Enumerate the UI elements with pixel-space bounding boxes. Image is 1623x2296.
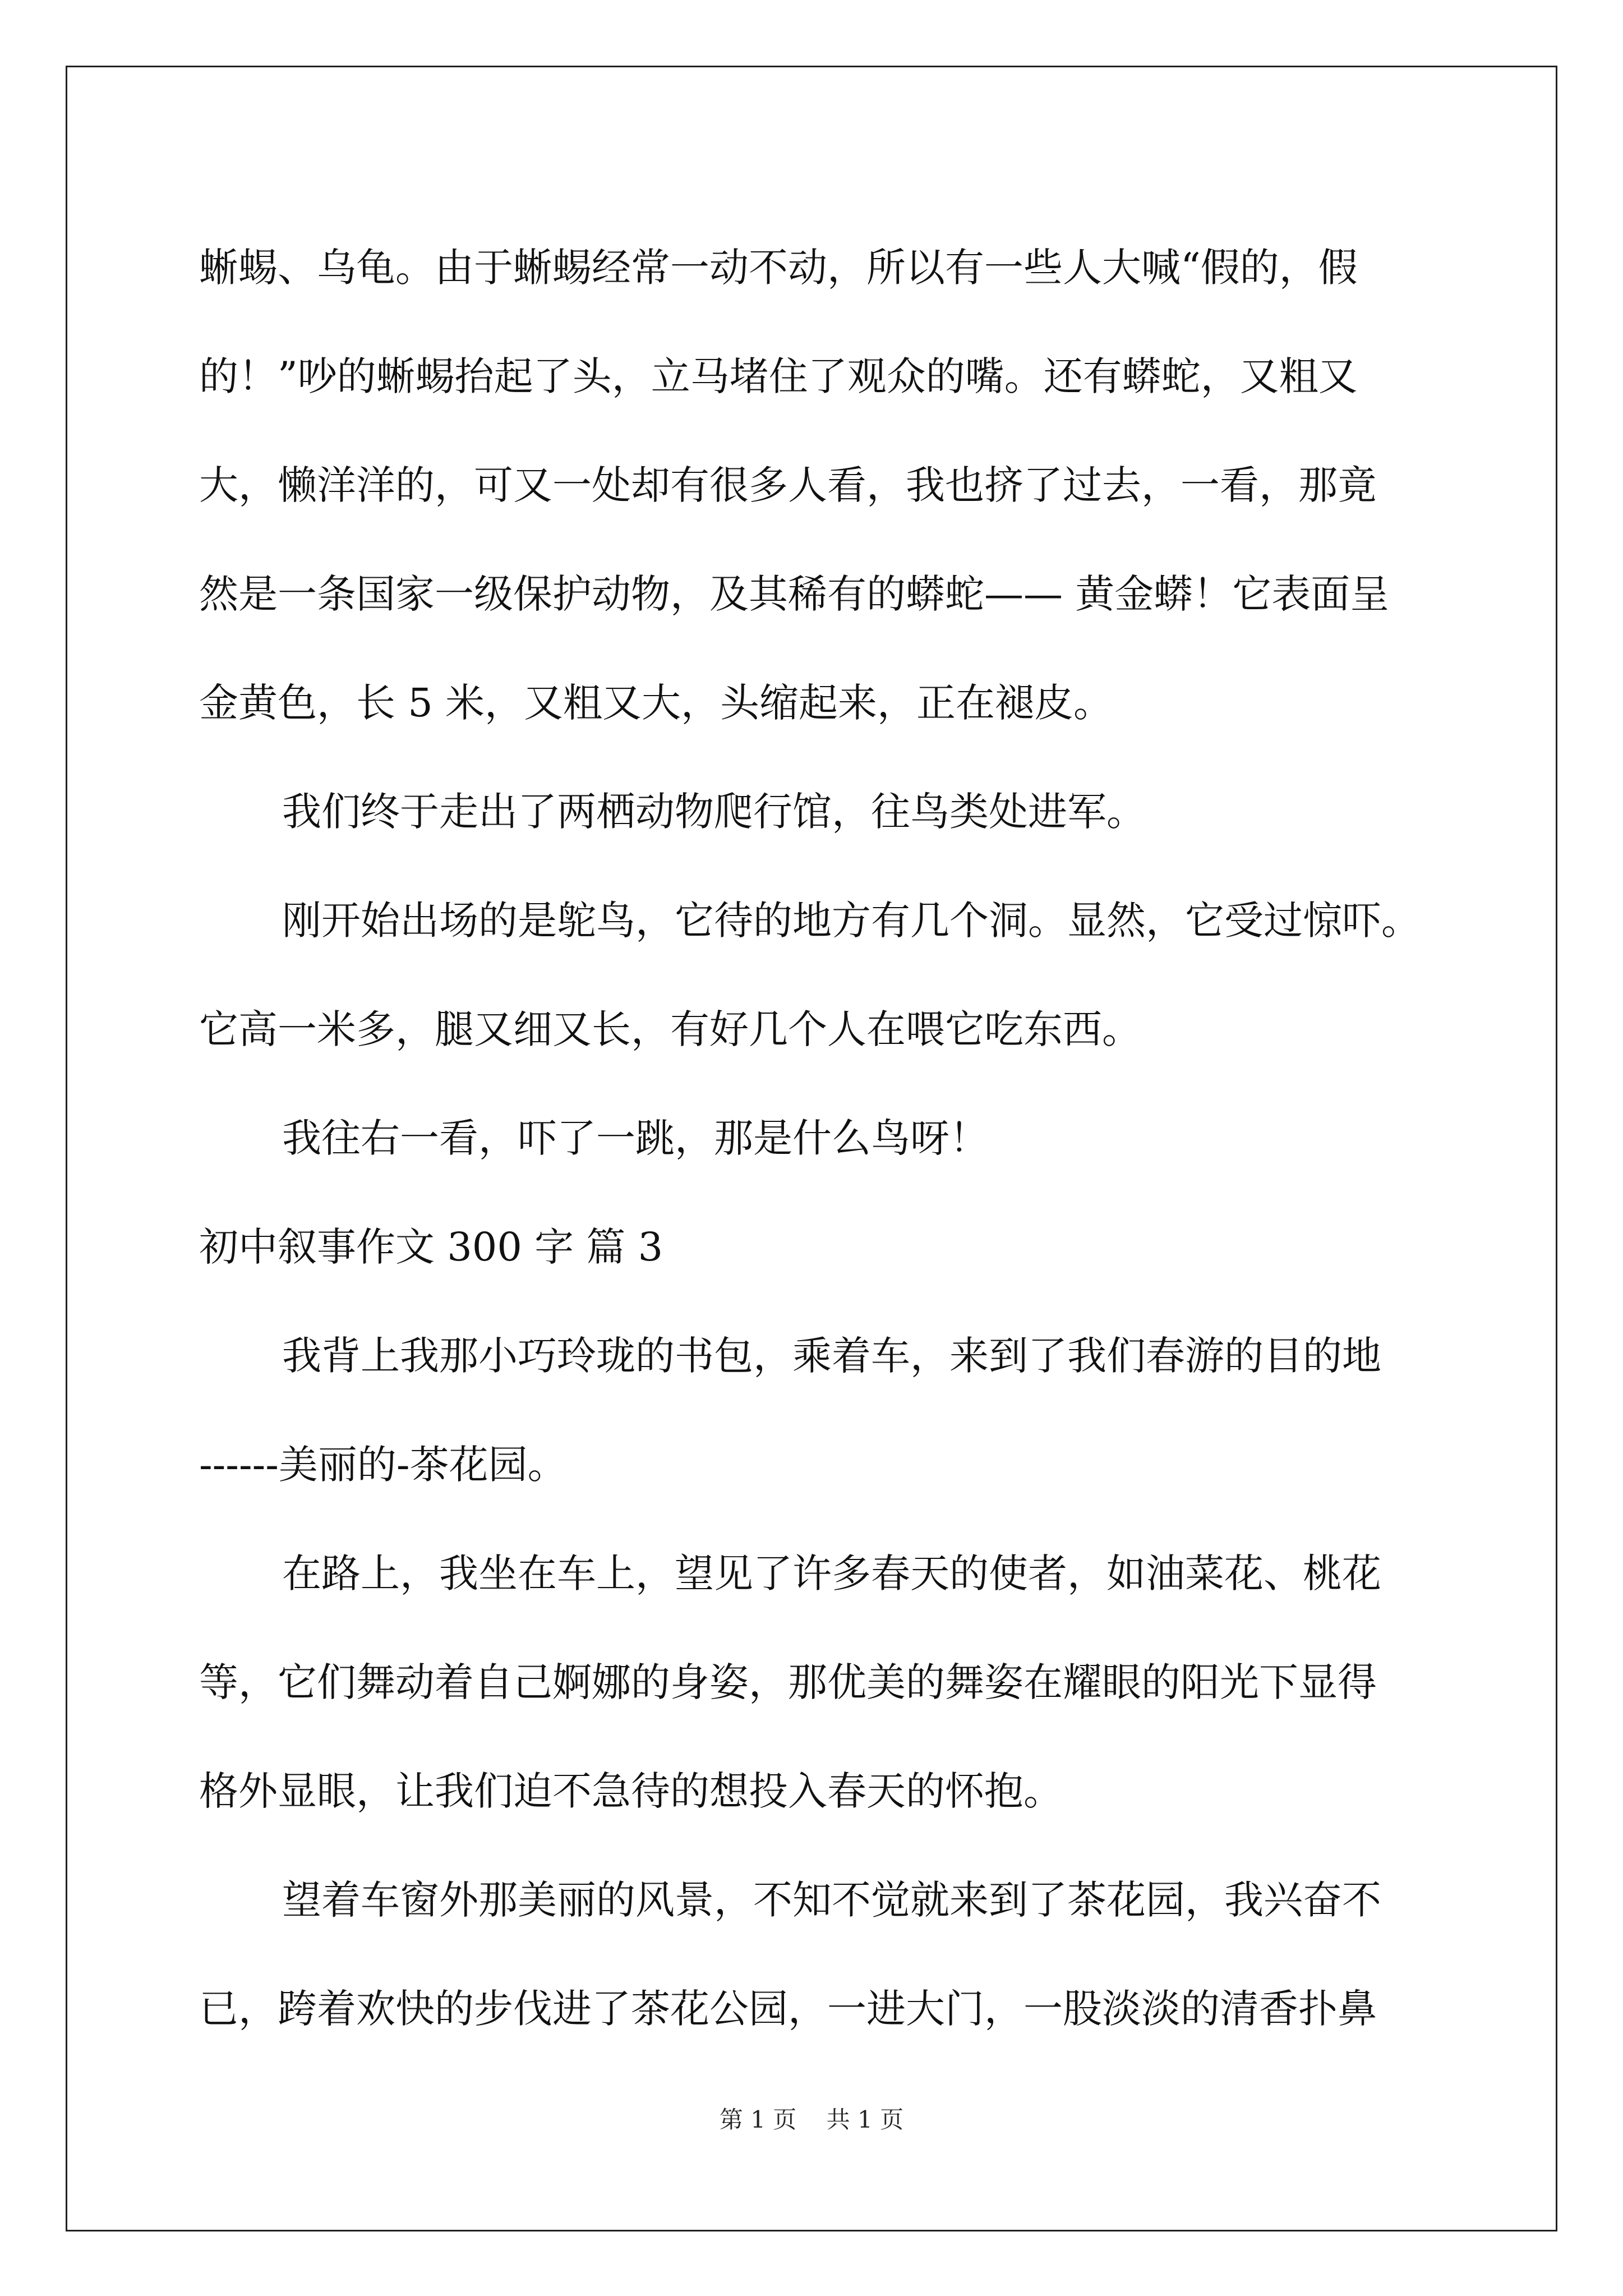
text-line: 格外显眼，让我们迫不急待的想投入春天的怀抱。 — [199, 1768, 1063, 1814]
paragraph-start: 我背上我那小巧玲珑的书包，乘着车，来到了我们春游的目的地 — [282, 1333, 1381, 1379]
paragraph-start: 我们终于走出了两栖动物爬行馆，往鸟类处进军。 — [282, 789, 1146, 835]
paragraph-start: 在路上，我坐在车上，望见了许多春天的使者，如油菜花、桃花 — [282, 1550, 1381, 1596]
page-number: 第 1 页 共 1 页 — [719, 2106, 904, 2133]
text-line: 的！”吵的蜥蜴抬起了头，立马堵住了观众的嘴。还有蟒蛇，又粗又 — [199, 353, 1358, 399]
page-footer — [0, 2101, 1623, 2135]
section-heading: 初中叙事作文 300 字 篇 3 — [199, 1224, 663, 1270]
text-line: 它高一米多，腿又细又长，有好几个人在喂它吃东西。 — [199, 1006, 1141, 1052]
text-line: 大，懒洋洋的，可又一处却有很多人看，我也挤了过去，一看，那竟 — [199, 462, 1377, 508]
paragraph-start: 刚开始出场的是鸵鸟，它待的地方有几个洞。显然，它受过惊吓。 — [282, 898, 1421, 944]
text-line: 金黄色，长 5 米，又粗又大，头缩起来，正在褪皮。 — [199, 680, 1113, 726]
paragraph-start: 望着车窗外那美丽的风景，不知不觉就来到了茶花园，我兴奋不 — [282, 1877, 1381, 1923]
text-line: 等，它们舞动着自己婀娜的身姿，那优美的舞姿在耀眼的阳光下显得 — [199, 1659, 1377, 1705]
text-line: 蜥蜴、乌龟。由于蜥蜴经常一动不动，所以有一些人大喊“假的，假 — [199, 245, 1358, 291]
document-body — [199, 213, 1427, 2063]
paragraph-start: 我往右一看，吓了一跳，那是什么鸟呀！ — [282, 1115, 989, 1161]
text-line: ------美丽的-茶花园。 — [199, 1442, 567, 1488]
text-line: 已，跨着欢快的步伐进了茶花公园，一进大门，一股淡淡的清香扑鼻 — [199, 1986, 1377, 2032]
text-line: 然是一条国家一级保护动物，及其稀有的蟒蛇—— 黄金蟒！它表面呈 — [199, 571, 1390, 617]
